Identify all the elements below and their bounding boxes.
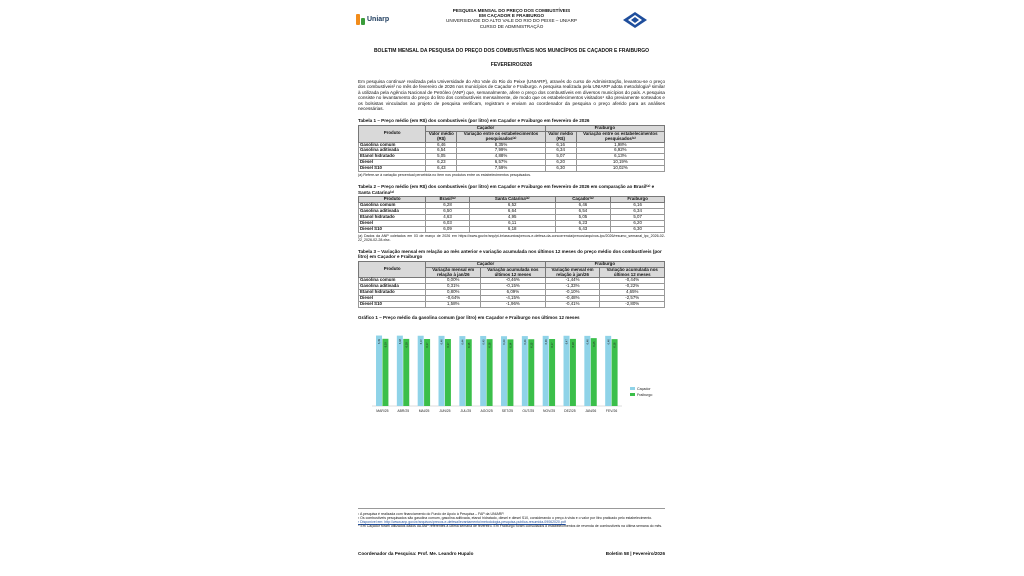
table3-header-acum: Variação acumulada nos últimos 12 meses <box>600 267 665 278</box>
row-value: 6,20 <box>545 160 576 166</box>
x-tick-label: MAI/25 <box>418 409 430 414</box>
data-label: 6,43 <box>503 339 507 345</box>
bulletin-title: BOLETIM MENSAL DA PESQUISA DO PREÇO DOS COMBUSTÍVEIS NOS MUNICÍPIOS DE CAÇADOR E FRAIBURGO <box>373 48 650 54</box>
footnote-1: ¹ A pesquisa é realizada com financiamento do Fundo de Apoio à Pesquisa – FAP da UNIARP. <box>358 512 505 516</box>
data-label: 6,16 <box>613 342 617 348</box>
row-value: 6,46 <box>426 142 457 148</box>
table3-header-mensal: Variação mensal em relação à jan/26 <box>426 267 481 278</box>
data-label: 6,15 <box>467 342 471 348</box>
data-label: 6,46 <box>544 339 548 345</box>
x-tick-label: ABR/25 <box>397 409 410 414</box>
bar-caador-2 <box>418 336 424 406</box>
data-label: 6,46 <box>607 339 611 345</box>
bar-fraiburgo-9 <box>570 339 576 406</box>
row-product: Diesel <box>359 220 426 226</box>
row-product: Gasolina aditivada <box>359 148 426 154</box>
row-product: Etanol hidratado <box>359 154 426 160</box>
bar-caador-6 <box>501 336 507 406</box>
table3-header-city1: Caçador <box>426 261 545 267</box>
header-line1: PESQUISA MENSAL DO PREÇO DOS COMBUSTÍVEIS <box>452 8 571 13</box>
table-row <box>359 302 665 308</box>
row-value: 6,50 <box>426 208 469 214</box>
data-label: 6,48 <box>398 339 402 345</box>
bar-fraiburgo-2 <box>424 339 430 406</box>
table-row <box>359 226 665 232</box>
row-value: 1,58% <box>426 302 481 308</box>
uniarp-logo-text: Uniarp <box>367 16 390 23</box>
data-label: 6,17 <box>426 342 430 348</box>
x-tick-label: OUT/25 <box>522 409 535 414</box>
page-footer <box>358 551 665 556</box>
row-value: 7,99% <box>457 148 545 154</box>
bar-fraiburgo-7 <box>528 339 534 406</box>
data-label: 6,16 <box>488 342 492 348</box>
row-value: 6,30 <box>611 226 665 232</box>
bar-caador-1 <box>397 336 403 406</box>
row-value: 10,02% <box>576 166 664 172</box>
row-value: -0,22% <box>600 284 665 290</box>
x-tick-label: FEV/26 <box>605 409 618 414</box>
table3-caption: Tabela 3 – Variação mensal em relação ao mês anterior e variação acumulada nos últimos 12 meses do preço médio dos combustíveis (por litro) em Caçador e Fraiburgo <box>358 248 662 260</box>
row-value: -1,33% <box>545 284 600 290</box>
row-value: 6,34 <box>545 148 576 154</box>
data-label: 6,46 <box>440 339 444 345</box>
row-value: 6,28 <box>426 203 469 209</box>
row-value: -0,10% <box>545 290 600 296</box>
bar-caador-0 <box>376 336 382 406</box>
bar-fraiburgo-11 <box>612 339 618 406</box>
row-product: Gasolina aditivada <box>359 284 426 290</box>
row-product: Diesel S10 <box>359 226 426 232</box>
row-value: 6,16 <box>611 203 665 209</box>
bar-caador-5 <box>480 336 486 406</box>
footnote-2: ² Os combustíveis pesquisados são gasolina comum, gasolina aditivada, etanol hidratado, diesel e diesel S10, considerando o preço à vista e o valor por litro praticado pelo estabelecimento. <box>358 516 653 520</box>
table1-header-var: Variação entre os estabelecimentos pesquisados⁽ᵃ⁾ <box>457 131 545 142</box>
legend-label: Caçador <box>637 387 651 392</box>
bar-caador-11 <box>605 336 611 406</box>
bar-fraiburgo-0 <box>382 339 388 406</box>
table2-note: (a) Dados da ANP coletados em 03 de março de 2026 em https://www.gov.br/anp/pt-br/assuntos/precos-e-defesa-da-concorrencia/precos/arquivos-lpc/2026/resumo_semanal_lpc_2026-02-22_2026-02-28.xlsx. <box>358 233 665 242</box>
table1-header-valor: Valor médio (R$) <box>426 131 457 142</box>
data-label: 6,25 <box>592 341 596 347</box>
row-value: -0,41% <box>545 302 600 308</box>
row-product: Gasolina aditivada <box>359 208 426 214</box>
row-value: 6,03 <box>426 220 469 226</box>
row-value: 5,07 <box>611 214 665 220</box>
row-product: Gasolina comum <box>359 203 426 209</box>
row-value: 6,30 <box>545 166 576 172</box>
table3 <box>358 261 665 308</box>
bar-fraiburgo-8 <box>549 339 555 406</box>
row-value: -1,44% <box>545 278 600 284</box>
row-value: 6,23 <box>426 160 457 166</box>
header-line3: UNIVERSIDADE DO ALTO VALE DO RIO DO PEIXE – UNIARP <box>446 18 577 24</box>
data-label: 6,18 <box>405 342 409 348</box>
row-value: -4,15% <box>481 296 546 302</box>
row-value: -0,64% <box>426 296 481 302</box>
row-value: 6,11 <box>469 220 555 226</box>
row-value: 5,05 <box>426 154 457 160</box>
row-value: 8,35% <box>457 142 545 148</box>
data-label: 6,45 <box>482 339 486 345</box>
table2-header-0: Produto <box>359 197 426 203</box>
row-value: 6,13% <box>576 154 664 160</box>
x-tick-label: AGO/25 <box>480 409 493 414</box>
table2-header-4: Fraiburgo <box>611 197 665 203</box>
row-value: 6,43 <box>426 166 457 172</box>
bar-caador-3 <box>439 336 445 406</box>
table1-note: (a) Refere-se à variação percentual percebida no item nos produtos entre os estabelecimentos pesquisados. <box>358 173 531 178</box>
bar-fraiburgo-10 <box>591 338 597 406</box>
x-tick-label: MAR/25 <box>376 409 389 414</box>
row-value: 6,09% <box>481 290 546 296</box>
row-value: 0,80% <box>426 290 481 296</box>
footnotes <box>358 508 665 528</box>
row-value: 6,54 <box>555 208 611 214</box>
row-value: 5,07 <box>545 154 576 160</box>
row-product: Gasolina comum <box>359 142 426 148</box>
intro-paragraph: Em pesquisa contínua¹ realizada pela Universidade do Alto Vale do Rio do Peixe (UNIARP), através do curso de Administração, levantou-se o preço dos combustíveis² no mês de fevereiro de 2026 nos municípios de Caçador e Fraiburgo. A pesquisa realizada pela UNIARP adota metodologia³ similar à utilizada pela Agência Nacional de Petróleo (ANP) que, semanalmente, afere o preço dos combustíveis em diversos municípios do país. A pesquisa consiste no levantamento do preço do litro dos combustíveis mensalmente, de modo que os estabelecimentos visitados⁴ são previamente sorteados e os bolsistas vinculados ao projeto de pesquisa verificam, registram e enviam ao coordenador da pesquisa o preço aferido para as análises necessárias. <box>358 79 665 112</box>
document-page <box>350 6 673 570</box>
table2 <box>358 196 665 232</box>
row-value: 6,20 <box>611 220 665 226</box>
data-label: 6,47 <box>565 339 569 345</box>
bulletin-number: Boletim 58 | Fevereiro/2026 <box>605 551 665 556</box>
row-value: 10,19% <box>576 160 664 166</box>
data-label: 6,44 <box>523 339 527 345</box>
row-value: 4,88% <box>457 154 545 160</box>
table3-header-mensal: Variação mensal em relação à jan/26 <box>545 267 600 278</box>
header <box>350 6 673 40</box>
bar-fraiburgo-5 <box>487 339 493 406</box>
data-label: 6,44 <box>461 339 465 345</box>
row-value: 6,64 <box>469 208 555 214</box>
table2-header-2: Santa Catarina⁽ᵃ⁾ <box>469 197 555 203</box>
bar-caador-4 <box>459 336 465 406</box>
table2-header-3: Caçador⁽ᵃ⁾ <box>555 197 611 203</box>
footnote-3: ³ Disponível em: http://www.anp.gov.br/arquivos/precos-e-defesa/levantamento/metodologia-pesquisa-publica-resumida-09062020.pdf <box>358 520 566 524</box>
table1-header-valor: Valor médio (R$) <box>545 131 576 142</box>
legend-label: Fraiburgo <box>637 393 653 398</box>
data-label: 6,19 <box>384 342 388 348</box>
row-value: 6,92% <box>576 148 664 154</box>
row-value: 6,34 <box>611 208 665 214</box>
x-tick-label: JUN/25 <box>439 409 451 414</box>
row-value: 6,54 <box>426 148 457 154</box>
x-tick-label: DEZ/25 <box>564 409 576 414</box>
row-value: 0,31% <box>426 284 481 290</box>
admin-course-logo-icon <box>623 12 647 28</box>
table3-header-city2: Fraiburgo <box>545 261 664 267</box>
data-label: 6,15 <box>530 342 534 348</box>
x-tick-label: SET/25 <box>501 409 514 414</box>
bar-fraiburgo-3 <box>445 339 451 406</box>
row-value: 6,52 <box>469 203 555 209</box>
row-value: 6,57% <box>457 160 545 166</box>
data-label: 6,47 <box>419 339 423 345</box>
row-value: 6,16 <box>545 142 576 148</box>
data-label: 6,49 <box>378 338 382 345</box>
table1-header-var: Variação entre os estabelecimentos pesquisados⁽ᵃ⁾ <box>576 131 664 142</box>
table-row <box>359 166 665 172</box>
row-value: 7,59% <box>457 166 545 172</box>
table1 <box>358 125 665 172</box>
row-product: Etanol hidratado <box>359 290 426 296</box>
bar-caador-8 <box>543 336 549 406</box>
row-product: Gasolina comum <box>359 278 426 284</box>
data-label: 6,46 <box>586 339 590 345</box>
row-value: -0,15% <box>481 284 546 290</box>
footnote-4: ⁴ Em Caçador foram utilizados dados da ANP referentes à última semana de fevereiro. Em Fraiburgo foram consultados 8 estabelecimentos de revenda de combustíveis na última semana do mês. <box>358 524 663 528</box>
coordinator-label: Coordenador da Pesquisa: Prof. Me. Leandro Hupalo <box>358 551 474 556</box>
header-line2: EM CAÇADOR E FRAIBURGO <box>478 13 545 19</box>
row-value: -0,46% <box>481 278 546 284</box>
row-value: 6,09 <box>426 226 469 232</box>
data-label: 6,14 <box>509 342 513 348</box>
table1-header-city1: Caçador <box>426 125 545 131</box>
gasoline-price-chart <box>358 326 665 418</box>
x-tick-label: NOV/25 <box>543 409 556 414</box>
row-product: Diesel <box>359 296 426 302</box>
row-value: -2,57% <box>600 296 665 302</box>
row-value: -0,48% <box>545 296 600 302</box>
legend-swatch <box>630 387 635 390</box>
data-label: 6,17 <box>447 342 451 348</box>
row-value: 5,05 <box>555 214 611 220</box>
bar-fraiburgo-1 <box>403 339 409 406</box>
row-value: 6,43 <box>555 226 611 232</box>
bar-caador-10 <box>584 336 590 406</box>
header-line4: CURSO DE ADMINISTRAÇÃO <box>479 23 544 29</box>
table2-caption: Tabela 2 – Preço médio (em R$) dos combustíveis (por litro) em Caçador e Fraiburgo em fevereiro de 2026 em comparação ao Brasil⁽ᵃ⁾ e Santa Catarina⁽ᵃ⁾ <box>358 184 655 195</box>
row-value: -2,80% <box>600 302 665 308</box>
table2-header-1: Brasil⁽ᵃ⁾ <box>426 197 469 203</box>
row-product: Diesel <box>359 160 426 166</box>
bulletin-month: FEVEREIRO/2026 <box>490 62 533 68</box>
table1-header-produto: Produto <box>359 125 426 142</box>
row-value: 0,00% <box>426 278 481 284</box>
x-tick-label: JUL/25 <box>460 409 472 414</box>
data-label: 6,18 <box>572 342 576 348</box>
row-value: 4,63 <box>426 214 469 220</box>
row-product: Diesel S10 <box>359 166 426 172</box>
bar-fraiburgo-6 <box>507 339 513 406</box>
row-value: 4,95 <box>469 214 555 220</box>
table1-header-city2: Fraiburgo <box>545 125 664 131</box>
chart-caption: Gráfico 1 – Preço médio da gasolina comum (por litro) em Caçador e Fraiburgo nos últimos 12 meses <box>358 315 580 321</box>
table3-header-produto: Produto <box>359 261 426 278</box>
bar-fraiburgo-4 <box>466 339 472 406</box>
row-product: Diesel S10 <box>359 302 426 308</box>
row-value: 1,98% <box>576 142 664 148</box>
row-value: 6,18 <box>469 226 555 232</box>
row-value: -0,44% <box>600 278 665 284</box>
data-label: 6,17 <box>551 342 555 348</box>
row-value: 6,46 <box>555 203 611 209</box>
table3-header-acum: Variação acumulada nos últimos 12 meses <box>481 267 546 278</box>
x-tick-label: JAN/26 <box>585 409 597 414</box>
row-value: -1,96% <box>481 302 546 308</box>
row-value: 6,23 <box>555 220 611 226</box>
row-product: Etanol hidratado <box>359 214 426 220</box>
bar-caador-9 <box>564 336 570 406</box>
bar-caador-7 <box>522 336 528 406</box>
row-value: 4,65% <box>600 290 665 296</box>
table1-caption: Tabela 1 – Preço médio (em R$) dos combustíveis (por litro) em Caçador e Fraiburgo em fevereiro de 2026 <box>358 118 590 124</box>
legend-swatch <box>630 393 635 396</box>
